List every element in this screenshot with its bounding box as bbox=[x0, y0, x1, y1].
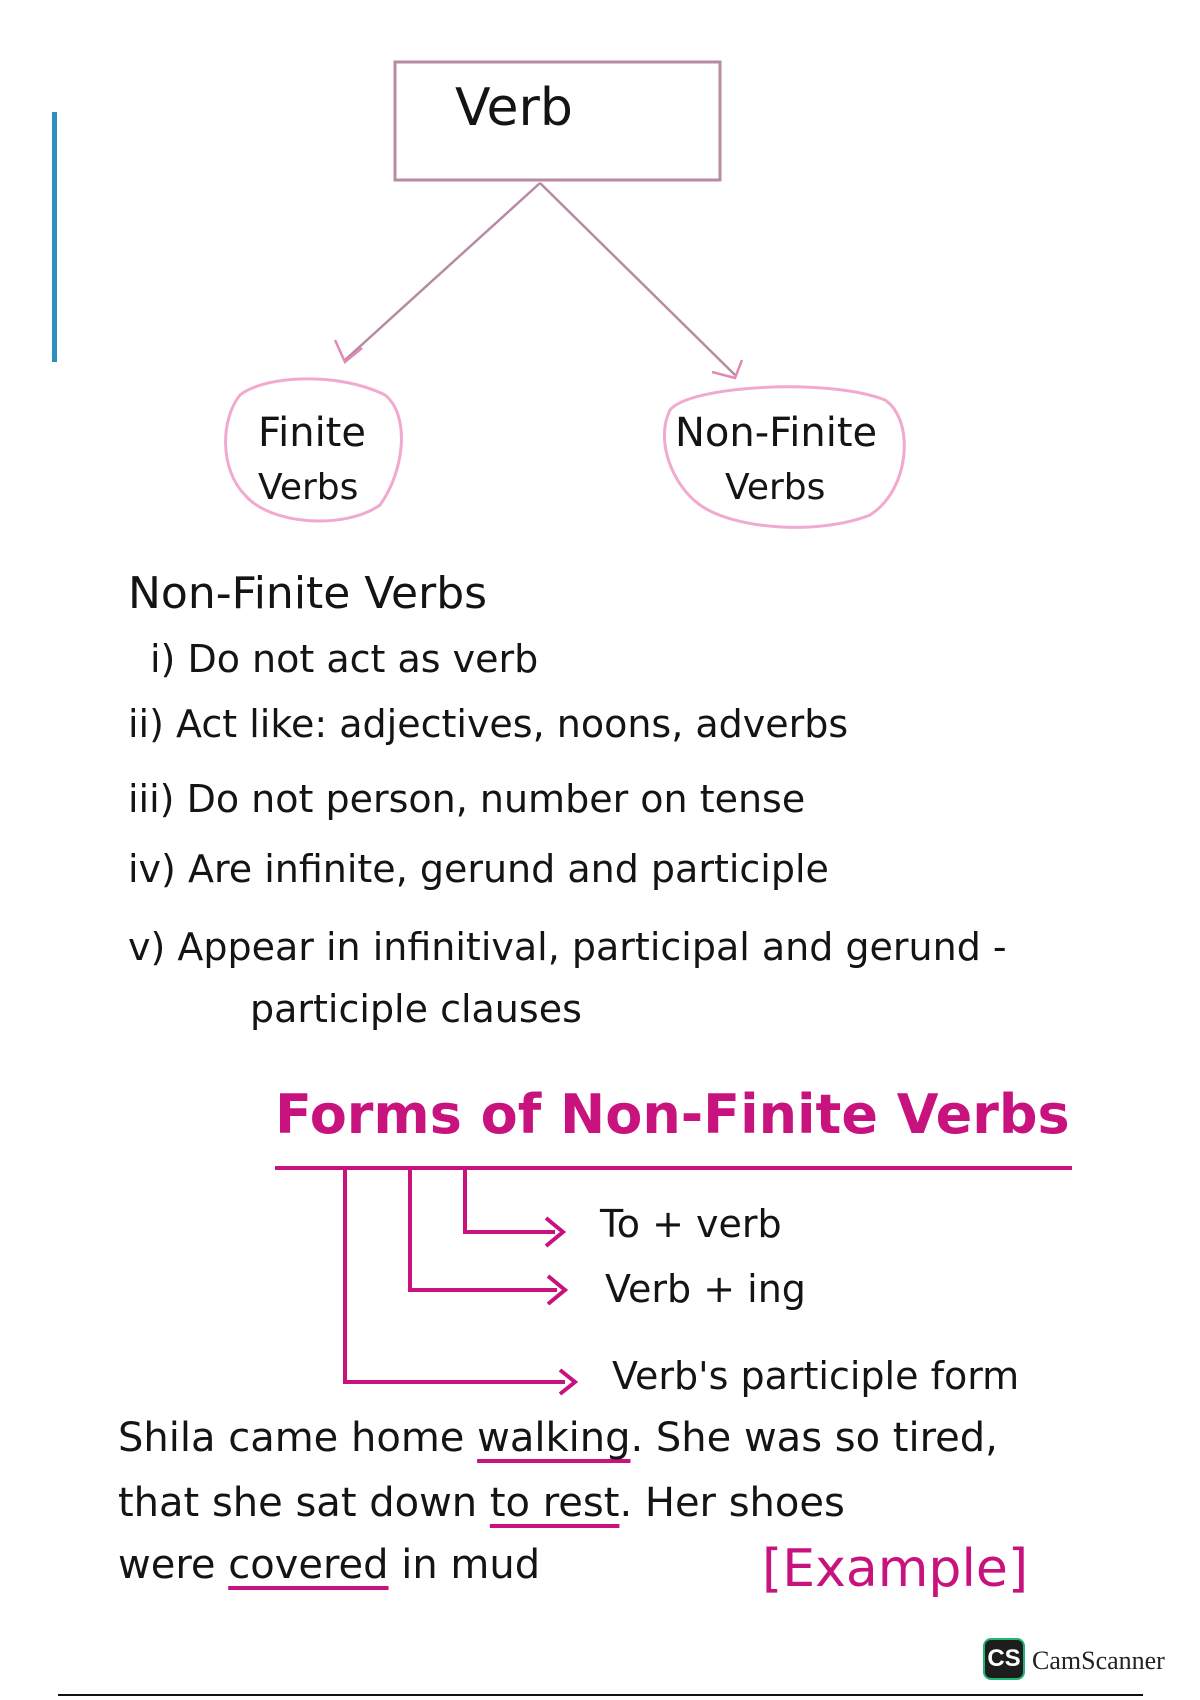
example-text: . She was so tired, bbox=[630, 1415, 998, 1461]
bracket-line-2 bbox=[410, 1168, 557, 1290]
form-item-infinitive: To + verb bbox=[600, 1202, 782, 1246]
camscanner-name: CamScanner bbox=[1032, 1646, 1165, 1675]
bottom-rule bbox=[58, 1694, 1143, 1696]
point-3: iii) Do not person, number on tense bbox=[128, 777, 806, 821]
form-item-gerund: Verb + ing bbox=[605, 1267, 806, 1311]
example-underlined-word: to rest bbox=[489, 1480, 620, 1526]
bracket-line-1 bbox=[345, 1168, 565, 1382]
camscanner-logo-icon: CS bbox=[983, 1638, 1025, 1680]
point-5: v) Appear in infinitival, participal and gerund - bbox=[128, 925, 1007, 969]
finite-label-line2: Verbs bbox=[258, 467, 359, 508]
example-line-3 bbox=[118, 1542, 541, 1588]
point-5-continuation: participle clauses bbox=[250, 987, 582, 1031]
forms-title: Forms of Non-Finite Verbs bbox=[275, 1083, 1070, 1146]
example-underlined-word: walking bbox=[477, 1415, 631, 1461]
example-line-2 bbox=[118, 1480, 845, 1526]
right-arrowhead bbox=[712, 360, 742, 378]
example-line-1 bbox=[118, 1415, 998, 1461]
left-arrowhead bbox=[335, 340, 362, 362]
left-branch-line bbox=[345, 183, 540, 360]
nonfinite-label-line1: Non-Finite bbox=[675, 410, 878, 456]
example-text: were bbox=[118, 1542, 229, 1588]
example-text: in mud bbox=[388, 1542, 541, 1588]
form-item-participle: Verb's participle form bbox=[612, 1354, 1020, 1398]
example-text: that she sat down bbox=[118, 1480, 490, 1526]
example-text: . Her shoes bbox=[619, 1480, 845, 1526]
point-1: i) Do not act as verb bbox=[150, 637, 539, 681]
example-label: [Example] bbox=[762, 1539, 1029, 1599]
example-underlined-word: covered bbox=[228, 1542, 389, 1588]
point-4: iv) Are infinite, gerund and participle bbox=[128, 847, 829, 891]
right-branch-line bbox=[540, 183, 735, 375]
example-text: Shila came home bbox=[118, 1415, 478, 1461]
nonfinite-label-line2: Verbs bbox=[725, 467, 826, 508]
bracket-line-3 bbox=[465, 1168, 555, 1232]
root-verb-label: Verb bbox=[455, 78, 573, 138]
section-title: Non-Finite Verbs bbox=[128, 568, 488, 619]
finite-label-line1: Finite bbox=[258, 410, 366, 456]
point-2: ii) Act like: adjectives, noons, adverbs bbox=[128, 702, 849, 746]
